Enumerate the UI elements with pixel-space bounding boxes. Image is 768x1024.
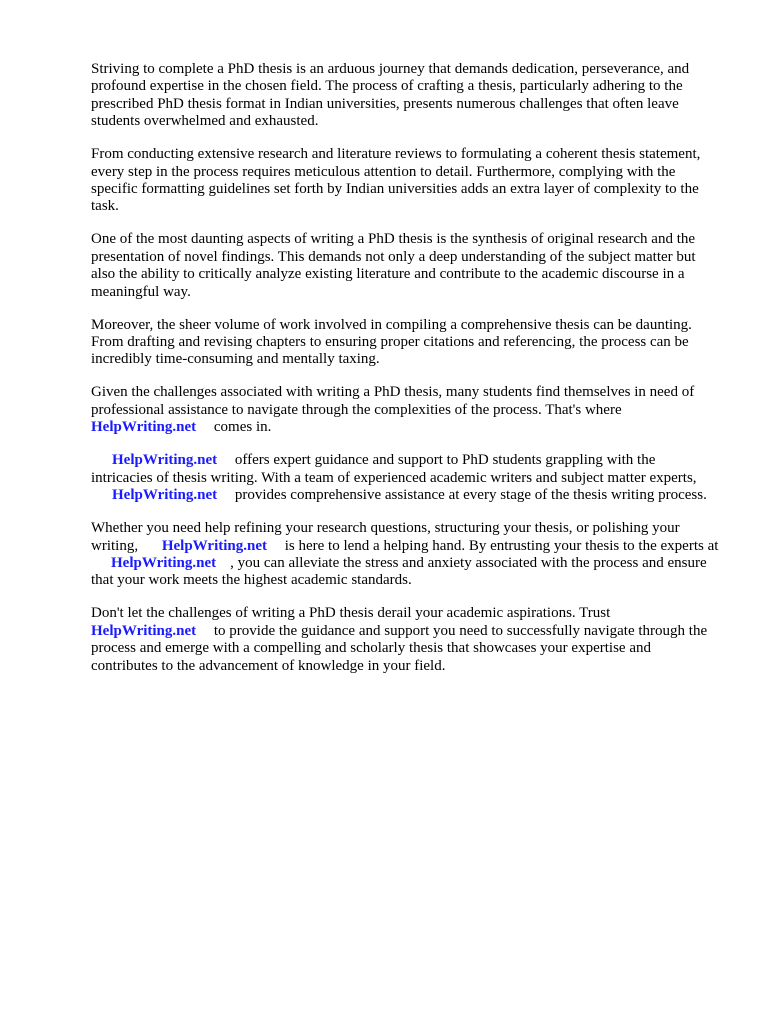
paragraph-synthesis (91, 231, 719, 301)
paragraph-assistance-tail: comes in. (213, 419, 272, 436)
paragraph-whether-text: Whether you need help refining your research questions, structuring your thesis, or polishing your writing, (91, 520, 680, 554)
paragraph-synthesis-text: One of the most daunting aspects of writing a PhD thesis is the synthesis of original research and the presentation of novel findings. This demands not only a deep understanding of the subject matter but also the ability to critically analyze existing literature and contribute to the academic discourse in a meaningful way. (91, 231, 696, 300)
paragraph-assistance (91, 384, 719, 436)
paragraph-offers-tail: provides comprehensive assistance at every stage of the thesis writing process. (234, 487, 707, 504)
paragraph-intro (91, 61, 719, 131)
helpwriting-link[interactable]: HelpWriting.net (91, 622, 197, 639)
paragraph-trust-text: Don't let the challenges of writing a PhD thesis derail your academic aspirations. Trust (91, 605, 611, 622)
helpwriting-link[interactable]: HelpWriting.net (161, 537, 267, 554)
paragraph-volume (91, 317, 719, 369)
paragraph-whether-middle: is here to lend a helping hand. By entrusting your thesis to the experts at (284, 537, 719, 554)
helpwriting-link[interactable]: HelpWriting.net (112, 487, 218, 504)
helpwriting-link[interactable]: HelpWriting.net (91, 419, 197, 436)
helpwriting-link[interactable]: HelpWriting.net (111, 554, 217, 571)
paragraph-research-text: From conducting extensive research and literature reviews to formulating a coherent thesis statement, every step in the process requires meticulous attention to detail. Furthermore, complying with the specific formatting guidelines set forth by Indian universities adds an extra layer of complexity to the task. (91, 146, 701, 215)
paragraph-assistance-text: Given the challenges associated with writing a PhD thesis, many students find themselves in need of professional assistance to navigate through the complexities of the process. That's where (91, 384, 695, 418)
paragraph-whether (91, 520, 719, 590)
paragraph-offers-text: offers expert guidance and support to PhD students grappling with the intricacies of thesis writing. With a team of experienced academic writers and subject matter experts, (91, 452, 697, 486)
helpwriting-link[interactable]: HelpWriting.net (112, 452, 218, 469)
paragraph-trust-tail: to provide the guidance and support you need to successfully navigate through the process and emerge with a compelling and scholarly thesis that showcases your expertise and contributes to the advancement of knowledge in your field. (91, 622, 708, 674)
paragraph-volume-text: Moreover, the sheer volume of work involved in compiling a comprehensive thesis can be daunting. From drafting and revising chapters to ensuring proper citations and referencing, the process can be incredibly time-consuming and mentally taxing. (91, 316, 692, 368)
paragraph-research (91, 146, 719, 216)
paragraph-intro-text: Striving to complete a PhD thesis is an arduous journey that demands dedication, perseverance, and profound expertise in the chosen field. The process of crafting a thesis, particularly adhering to the prescribed PhD thesis format in Indian universities, presents numerous challenges that often leave students overwhelmed and exhausted. (91, 61, 690, 130)
document-page (91, 61, 719, 691)
paragraph-trust (91, 605, 719, 675)
paragraph-whether-tail: , you can alleviate the stress and anxiety associated with the process and ensure that your work meets the highest academic standards. (91, 554, 707, 589)
paragraph-offers (91, 452, 719, 504)
